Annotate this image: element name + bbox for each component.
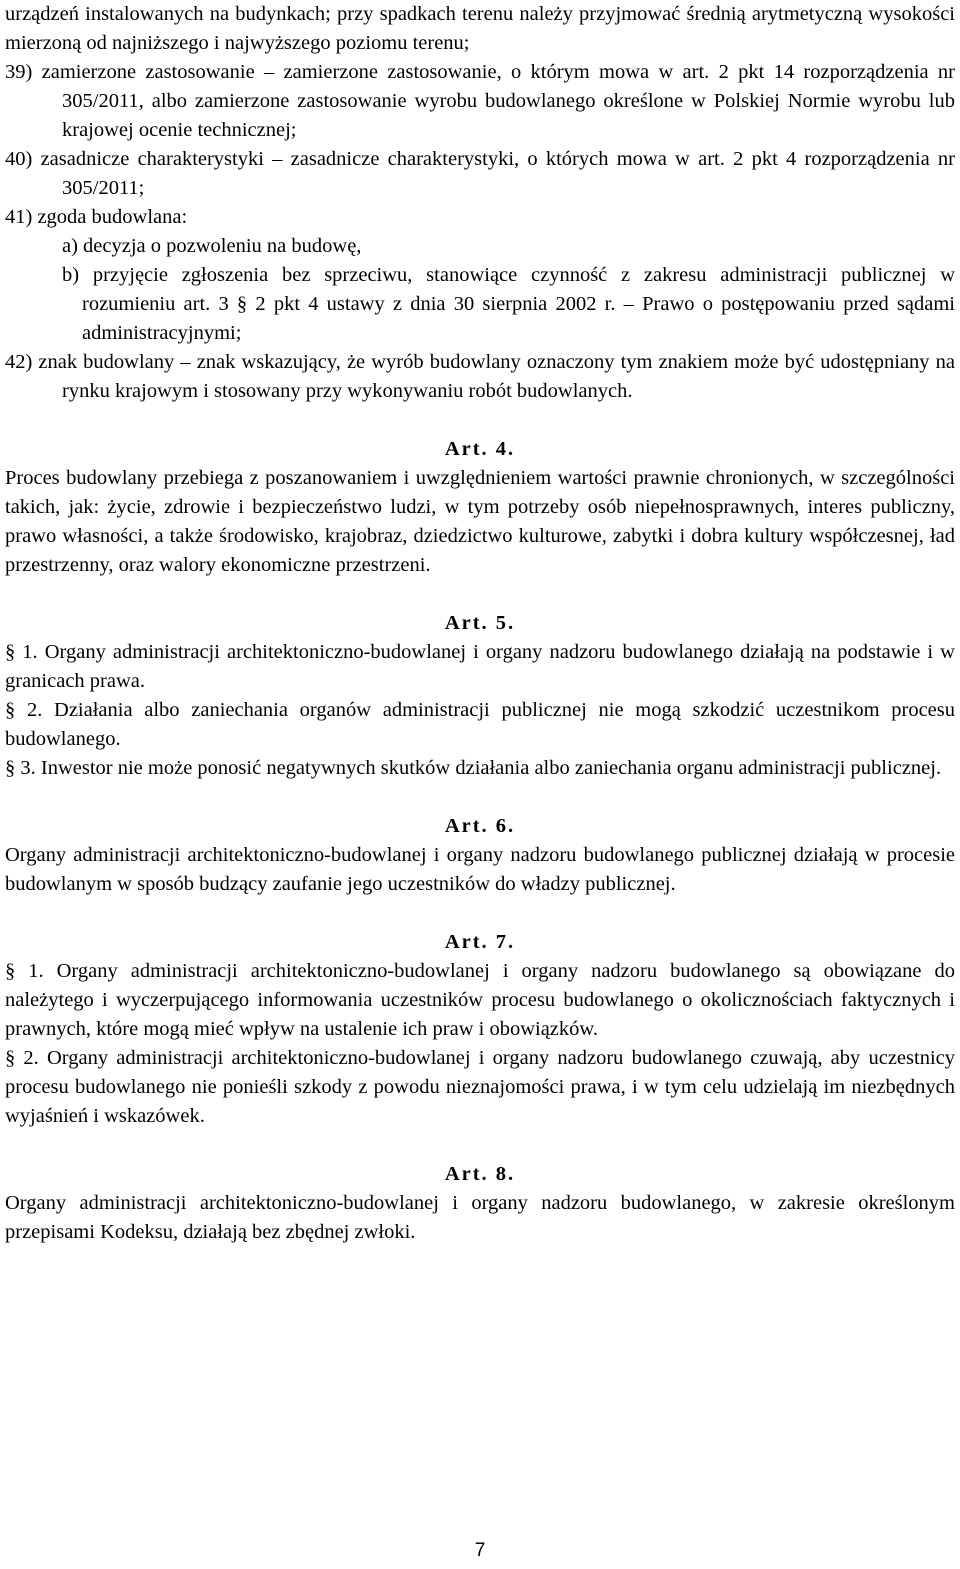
article-5-para-1: § 1. Organy administracji architektoniczno-budowlanej i organy nadzoru budowlanego działają na podstawie i w granicach prawa.: [5, 641, 955, 692]
article-7-heading: Art. 7.: [444, 931, 516, 953]
definition-item-39: 39) zamierzone zastosowanie – zamierzone zastosowanie, o którym mowa w art. 2 pkt 14 rozporządzenia nr 305/2011, albo zamierzone zastosowanie wyrobu budowlanego określone w Polskiej Normie wyrobu lub krajowej ocenie technicznej;: [5, 61, 955, 141]
article-6-text: Organy administracji architektoniczno-budowlanej i organy nadzoru budowlanego publicznej działają w procesie budowlanym w sposób budzący zaufanie jego uczestników do władzy publicznej.: [5, 844, 955, 895]
definition-item-41a: a) decyzja o pozwoleniu na budowę,: [62, 235, 362, 257]
definition-item-42: 42) znak budowlany – znak wskazujący, że wyrób budowlany oznaczony tym znakiem może być udostępniany na rynku krajowym i stosowany przy wykonywaniu robót budowlanych.: [5, 351, 955, 402]
definition-item-41: 41) zgoda budowlana:: [5, 206, 188, 228]
article-6-heading: Art. 6.: [444, 815, 516, 837]
article-4-text: Proces budowlany przebiega z poszanowaniem i uwzględnieniem wartości prawnie chronionych, w szczególności takich, jak: życie, zdrowie i bezpieczeństwo ludzi, w tym potrzeby osób niepełnosprawnych, interes publiczny, prawo własności, a także środowisko, krajobraz, dziedzictwo kulturowe, zabytki i dobra kultury współczesnej, ład przestrzenny, oraz walory ekonomiczne przestrzeni.: [5, 467, 955, 576]
definition-item-41b: b) przyjęcie zgłoszenia bez sprzeciwu, stanowiące czynność z zakresu administracji publicznej w rozumieniu art. 3 § 2 pkt 4 ustawy z dnia 30 sierpnia 2002 r. – Prawo o postępowaniu przed sądami administracyjnymi;: [62, 264, 955, 344]
article-8-heading: Art. 8.: [444, 1163, 516, 1185]
article-5-heading: Art. 5.: [444, 612, 516, 634]
article-7-para-1: § 1. Organy administracji architektoniczno-budowlanej i organy nadzoru budowlanego są obowiązane do należytego i wyczerpującego informowania uczestników procesu budowlanego o okolicznościach faktycznych i prawnych, które mogą mieć wpływ na ustalenie ich praw i obowiązków.: [5, 960, 955, 1040]
page-number: 7: [474, 1540, 486, 1561]
article-5-para-3: § 3. Inwestor nie może ponosić negatywnych skutków działania albo zaniechania organu administracji publicznej.: [5, 757, 942, 779]
definition-item-41a-wrap: [5, 232, 955, 348]
article-5-para-2: § 2. Działania albo zaniechania organów administracji publicznej nie mogą szkodzić uczestnikom procesu budowlanego.: [5, 699, 955, 750]
article-8-text: Organy administracji architektoniczno-budowlanej i organy nadzoru budowlanego, w zakresie określonym przepisami Kodeksu, działają bez zbędnej zwłoki.: [5, 1192, 955, 1243]
definition-item-40: 40) zasadnicze charakterystyki – zasadnicze charakterystyki, o których mowa w art. 2 pkt 4 rozporządzenia nr 305/2011;: [5, 148, 955, 199]
document-page: [5, 0, 955, 1247]
article-7-para-2: § 2. Organy administracji architektoniczno-budowlanej i organy nadzoru budowlanego czuwają, aby uczestnicy procesu budowlanego nie ponieśli szkody z powodu nieznajomości prawa, i w tym celu udzielają im niezbędnych wyjaśnień i wskazówek.: [5, 1047, 955, 1127]
article-4-heading: Art. 4.: [444, 438, 516, 460]
intro-paragraph: urządzeń instalowanych na budynkach; przy spadkach terenu należy przyjmować średnią arytmetyczną wysokości mierzoną od najniższego i najwyższego poziomu terenu;: [5, 3, 955, 54]
